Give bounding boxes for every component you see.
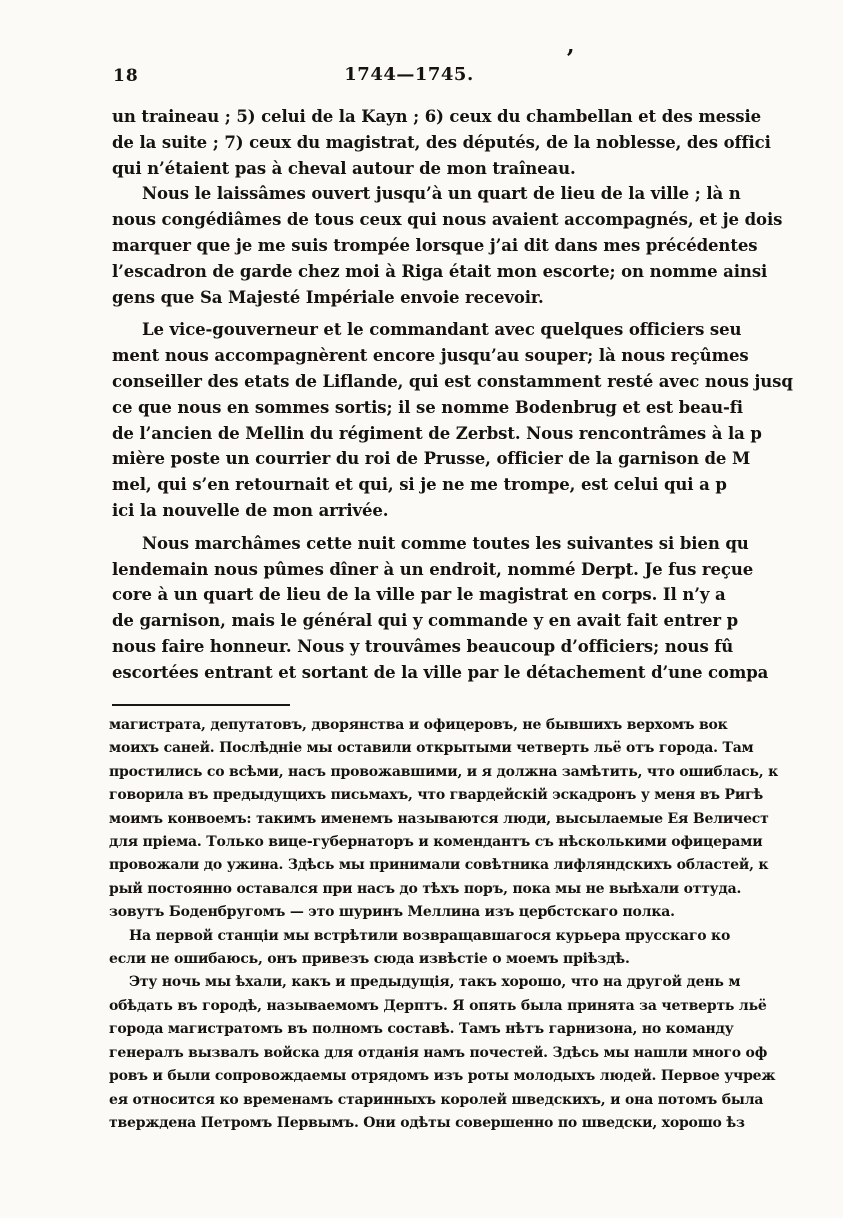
page-number: 18 [113,66,139,86]
text-line: рый постоянно оставался при насъ до тѣхъ поръ, пока мы не выѣхали оттуда. [109,880,742,897]
text-line: Эту ночь мы ѣхали, какъ и предыдущія, такъ хорошо, что на другой день м [129,974,741,991]
running-header: 1744—1745. [344,64,474,85]
text-line: говорила въ предыдущихъ письмахъ, что гвардейскій эскадронъ у меня въ Ригѣ [109,787,764,804]
text-line: зовутъ Боденбругомъ — это шуринъ Меллина изъ цербстскаго полка. [109,904,675,921]
text-line: ровъ и были сопровождаемы отрядомъ изъ роты молодыхъ людей. Первое учреж [109,1068,776,1085]
text-line: моихъ саней. Послѣдніе мы оставили открытыми четверть льё отъ города. Там [109,740,754,757]
text-line: mel, qui s’en retournait et qui, si je ne me trompe, est celui qui a p [112,475,727,495]
text-line: de garnison, mais le général qui y commande y en avait fait entrer p [112,611,739,631]
text-line: lendemain nous pûmes dîner à un endroit, nommé Derpt. Je fus reçue [112,559,754,579]
footnote-text-block [109,714,829,1135]
text-line: ея относится ко временамъ старинныхъ королей шведскихъ, и она потомъ была [109,1091,764,1108]
text-line: провожали до ужина. Здѣсь мы принимали совѣтника лифляндскихъ областей, к [109,857,769,874]
text-line: города магистратомъ въ полномъ составѣ. Тамъ нѣтъ гарнизона, но команду [109,1021,734,1038]
text-line: escortées entrant et sortant de la ville par le détachement d’une compa [112,662,769,682]
text-line: un traineau ; 5) celui de la Kayn ; 6) ceux du chambellan et des messie [112,107,762,126]
text-line: ment nous accompagnèrent encore jusqu’au souper; là nous reçûmes [112,346,749,366]
text-line: ce que nous en sommes sortis; il se nomme Bodenbrug et est beau-fi [112,397,743,417]
text-line: core à un quart de lieu de la ville par le magistrat en corps. Il n’y a [112,585,726,605]
text-line: l’escadron de garde chez moi à Riga était mon escorte; on nomme ainsi [112,261,768,281]
text-line: тверждена Петромъ Первымъ. Они одѣты совершенно по шведски, хорошо ѣз [109,1114,745,1131]
scan-artifact-mark: ’ [566,44,575,73]
text-line: nous faire honneur. Nous y trouvâmes beaucoup d’officiers; nous fû [112,636,734,656]
text-line: qui n’étaient pas à cheval autour de mon traîneau. [112,158,576,178]
text-line: Nous marchâmes cette nuit comme toutes les suivantes si bien qu [142,533,749,553]
text-line: простились со всѣми, насъ провожавшими, и я должна замѣтить, что ошиблась, к [109,763,778,780]
text-line: nous congédiâmes de tous ceux qui nous avaient accompagnés, et je dois [112,210,783,230]
text-line: mière poste un courrier du roi de Prusse, officier de la garnison de M [112,449,751,469]
text-line: de l’ancien de Mellin du régiment de Zerbst. Nous rencontrâmes à la p [112,423,762,443]
text-line: На первой станціи мы встрѣтили возвращавшагося курьера прусскаго ко [129,927,731,944]
text-line: de la suite ; 7) ceux du magistrat, des députés, de la noblesse, des offici [112,132,771,152]
text-line: Nous le laissâmes ouvert jusqu’à un quart de lieu de la ville ; là n [142,184,741,204]
text-line: conseiller des etats de Liflande, qui est constamment resté avec nous jusq [112,371,793,391]
text-line: магистрата, депутатовъ, дворянства и офицеровъ, не бывшихъ верхомъ вок [109,717,728,733]
text-line: Le vice-gouverneur et le commandant avec quelques officiers seu [142,320,742,340]
text-line: marquer que je me suis trompée lorsque j’ai dit dans mes précédentes [112,235,758,255]
text-line: gens que Sa Majesté Impériale envoie recevoir. [112,287,544,307]
text-line: ici la nouvelle de mon arrivée. [112,500,389,520]
main-text-block [112,104,812,686]
text-line: моимъ конвоемъ: такимъ именемъ называются люди, высылаемые Ея Величест [109,810,769,827]
text-line: если не ошибаюсь, онъ привезъ сюда извѣстіе о моемъ пріѣздѣ. [109,951,630,968]
footnote-separator [112,704,290,706]
text-line: обѣдать въ городѣ, называемомъ Дерптъ. Я опять была принята за четверть льё [109,997,767,1014]
text-line: для пріема. Только вице-губернаторъ и комендантъ съ нѣсколькими офицерами [109,834,763,851]
text-line: генералъ вызвалъ войска для отданія намъ почестей. Здѣсь мы нашли много оф [109,1044,768,1061]
